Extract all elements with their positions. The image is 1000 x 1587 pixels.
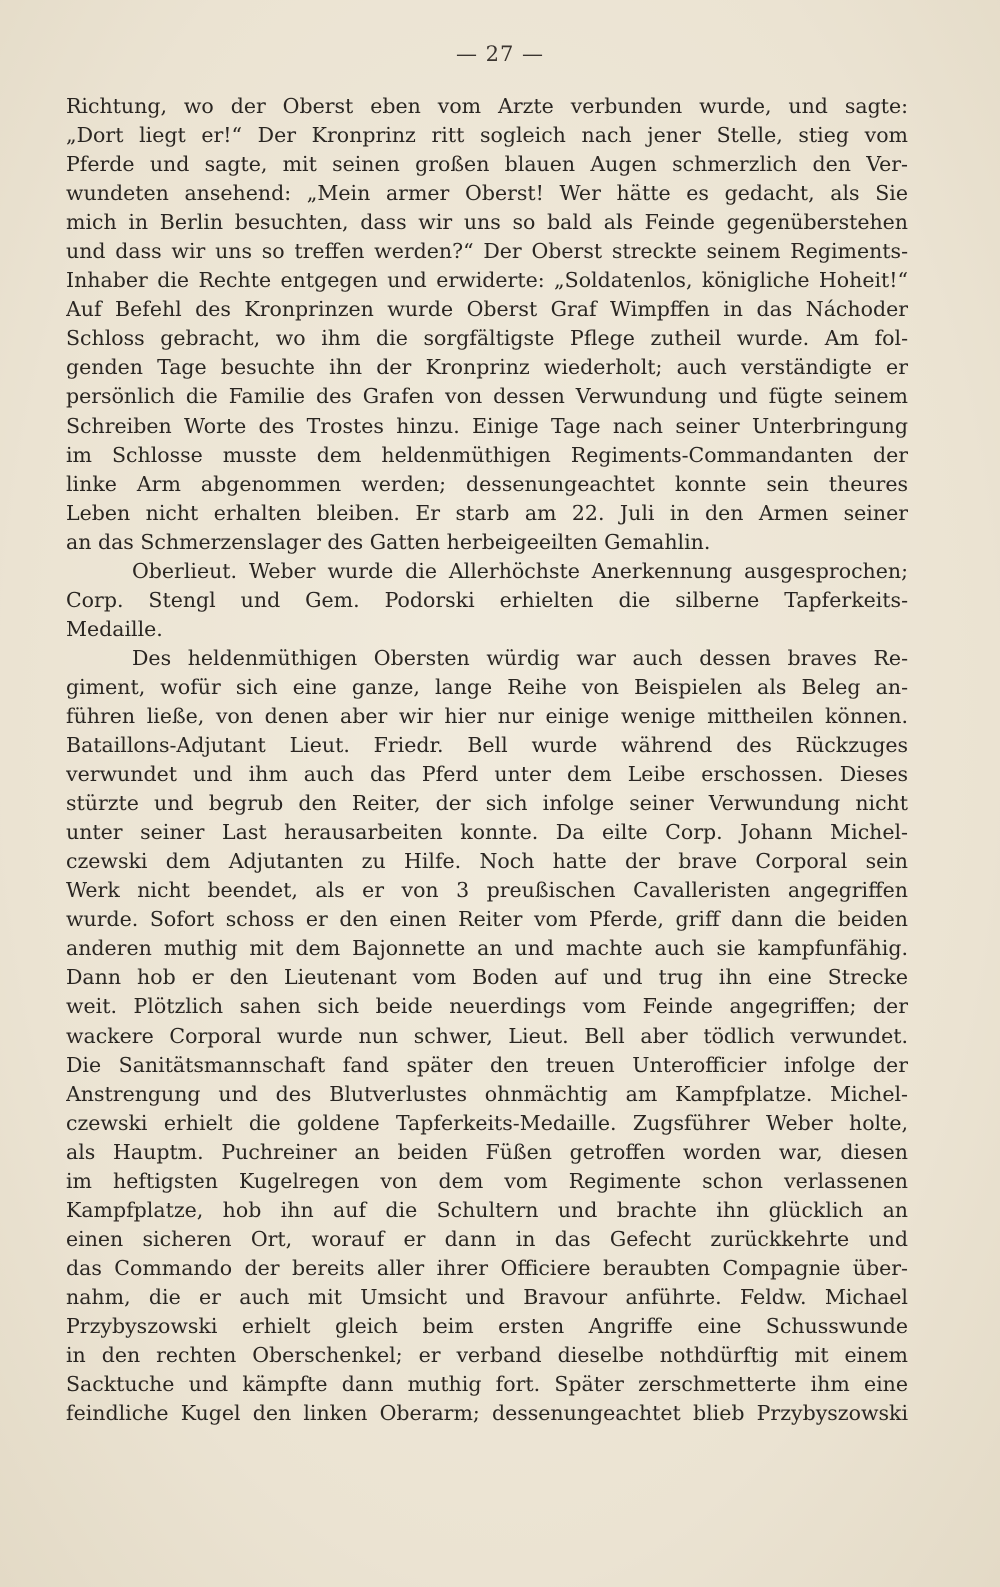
text-line: wackere Corporal wurde nun schwer, Lieut. Bell aber tödlich verwundet. <box>66 1023 908 1048</box>
text-line: giment, wofür sich eine ganze, lange Reihe von Beispielen als Beleg an- <box>66 674 908 699</box>
text-line: führen ließe, von denen aber wir hier nur einige wenige mittheilen können. <box>66 703 908 728</box>
text-line: Pferde und sagte, mit seinen großen blauen Augen schmerzlich den Ver- <box>66 152 908 177</box>
text-line: Sacktuche und kämpfte dann muthig fort. Später zerschmetterte ihm eine <box>66 1372 908 1397</box>
text-line: einen sicheren Ort, worauf er dann in das Gefecht zurückkehrte und <box>66 1226 908 1251</box>
text-line: Auf Befehl des Kronprinzen wurde Oberst Graf Wimpffen in das Náchoder <box>66 297 908 322</box>
text-line: im heftigsten Kugelregen von dem vom Regimente schon verlassenen <box>66 1168 908 1193</box>
text-line: wundeten ansehend: „Mein armer Oberst! Wer hätte es gedacht, als Sie <box>66 181 908 206</box>
text-line: Inhaber die Rechte entgegen und erwiderte: „Soldatenlos, königliche Hoheit!“ <box>66 268 908 293</box>
text-line: unter seiner Last herausarbeiten konnte. Da eilte Corp. Johann Michel- <box>66 820 908 845</box>
text-line: Schloss gebracht, wo ihm die sorgfältigste Pflege zutheil wurde. Am fol- <box>66 326 908 351</box>
body-text <box>66 92 908 1428</box>
text-line: Medaille. <box>66 616 163 641</box>
text-line: feindliche Kugel den linken Oberarm; dessenungeachtet blieb Przybyszowski <box>66 1401 908 1426</box>
text-line: Dann hob er den Lieutenant vom Boden auf und trug ihn eine Strecke <box>66 965 908 990</box>
text-line: genden Tage besuchte ihn der Kronprinz wiederholt; auch verständigte er <box>66 355 908 380</box>
text-line: das Commando der bereits aller ihrer Officiere beraubten Compagnie über- <box>66 1255 908 1280</box>
text-line: linke Arm abgenommen werden; dessenungeachtet konnte sein theures <box>66 471 908 496</box>
text-line: mich in Berlin besuchten, dass wir uns so bald als Feinde gegenüberstehen <box>66 210 908 235</box>
text-line: in den rechten Oberschenkel; er verband dieselbe nothdürftig mit einem <box>66 1343 908 1368</box>
text-line: Schreiben Worte des Trostes hinzu. Einige Tage nach seiner Unterbringung <box>66 413 908 438</box>
text-line: Przybyszowski erhielt gleich beim ersten Angriffe eine Schusswunde <box>66 1313 908 1338</box>
text-line: Corp. Stengl und Gem. Podorski erhielten die silberne Tapferkeits- <box>66 587 908 612</box>
page-number: — 27 — <box>455 42 545 66</box>
text-line: verwundet und ihm auch das Pferd unter dem Leibe erschossen. Dieses <box>66 762 908 787</box>
text-line: Richtung, wo der Oberst eben vom Arzte verbunden wurde, und sagte: <box>66 94 908 118</box>
text-line: und dass wir uns so treffen werden?“ Der Oberst streckte seinem Regiments- <box>66 239 908 264</box>
text-line: stürzte und begrub den Reiter, der sich infolge seiner Verwundung nicht <box>66 791 908 816</box>
text-line: Bataillons-Adjutant Lieut. Friedr. Bell wurde während des Rückzuges <box>66 733 908 758</box>
text-line: „Dort liegt er!“ Der Kronprinz ritt sogleich nach jener Stelle, stieg vom <box>66 123 908 148</box>
text-line: Anstrengung und des Blutverlustes ohnmächtig am Kampfplatze. Michel- <box>66 1081 908 1106</box>
paragraph-start-line: Des heldenmüthigen Obersten würdig war auch dessen braves Re- <box>132 645 908 670</box>
text-line: czewski dem Adjutanten zu Hilfe. Noch hatte der brave Corporal sein <box>66 849 908 874</box>
text-line: czewski erhielt die goldene Tapferkeits-Medaille. Zugsführer Weber holte, <box>66 1110 908 1135</box>
paragraph-start-line: Oberlieut. Weber wurde die Allerhöchste Anerkennung ausgesprochen; <box>132 558 908 583</box>
text-line: persönlich die Familie des Grafen von dessen Verwundung und fügte seinem <box>66 384 908 409</box>
text-line: anderen muthig mit dem Bajonnette an und machte auch sie kampfunfähig. <box>66 936 908 961</box>
text-line: als Hauptm. Puchreiner an beiden Füßen getroffen worden war, diesen <box>66 1139 908 1164</box>
text-line: Kampfplatze, hob ihn auf die Schultern und brachte ihn glücklich an <box>66 1197 908 1222</box>
text-line: Die Sanitätsmannschaft fand später den treuen Unterofficier infolge der <box>66 1052 908 1077</box>
text-line: im Schlosse musste dem heldenmüthigen Regiments-Commandanten der <box>66 442 908 467</box>
text-line: Leben nicht erhalten bleiben. Er starb am 22. Juli in den Armen seiner <box>66 500 908 525</box>
text-line: weit. Plötzlich sahen sich beide neuerdings vom Feinde angegriffen; der <box>66 994 908 1019</box>
text-line: Werk nicht beendet, als er von 3 preußischen Cavalleristen angegriffen <box>66 878 908 903</box>
text-line: wurde. Sofort schoss er den einen Reiter vom Pferde, griff dann die beiden <box>66 907 908 932</box>
text-line: an das Schmerzenslager des Gatten herbeigeeilten Gemahlin. <box>66 529 711 554</box>
text-line: nahm, die er auch mit Umsicht und Bravour anführte. Feldw. Michael <box>66 1284 908 1309</box>
